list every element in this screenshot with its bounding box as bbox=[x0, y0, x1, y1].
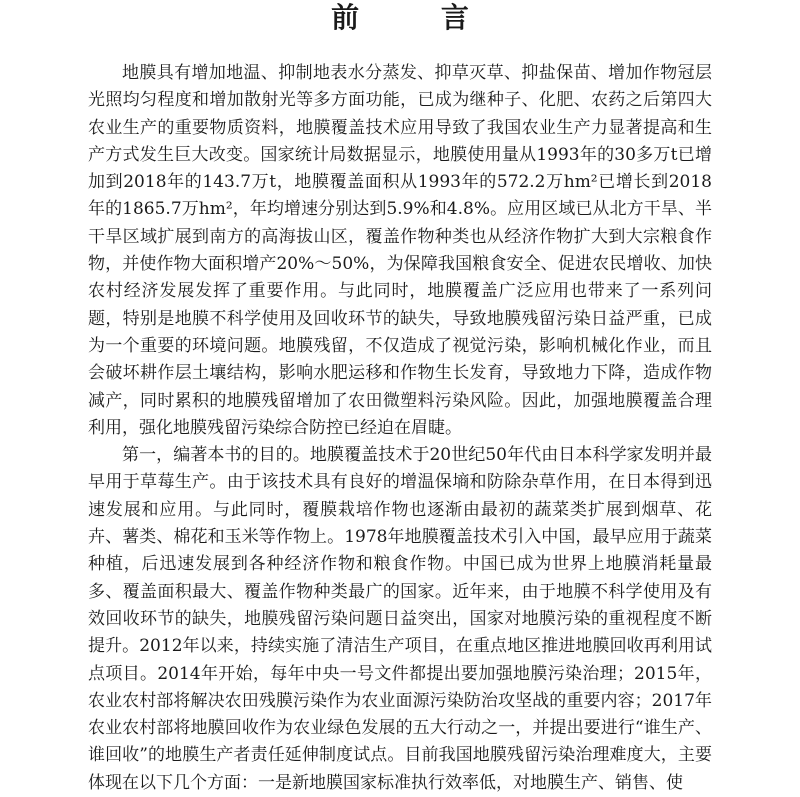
body-text bbox=[88, 60, 712, 797]
page-title: 前 言 bbox=[331, 1, 505, 34]
paragraph-1: 地膜具有增加地温、抑制地表水分蒸发、抑草灭草、抑盐保苗、增加作物冠层光照均匀程度和增加散射光等多方面功能，已成为继种子、化肥、农药之后第四大农业生产的重要物质资料，地膜覆盖技术应用导致了我国农业生产力显著提高和生产方式发生巨大改变。国家统计局数据显示，地膜使用量从1993年的30多万t已增加到2018年的143.7万t，地膜覆盖面积从1993年的572.2万hm²已增长到2018年的1865.7万hm²，年均增速分别达到5.9%和4.8%。应用区域已从北方干旱、半干旱区域扩展到南方的高海拔山区，覆盖作物种类也从经济作物扩大到大宗粮食作物，并使作物大面积增产20%～50%，为保障我国粮食安全、促进农民增收、加快农村经济发展发挥了重要作用。与此同时，地膜覆盖广泛应用也带来了一系列问题，特别是地膜不科学使用及回收环节的缺失，导致地膜残留污染日益严重，已成为一个重要的环境问题。地膜残留，不仅造成了视觉污染，影响机械化作业，而且会破坏耕作层土壤结构，影响水肥运移和作物生长发育，导致地力下降，造成作物减产，同时累积的地膜残留增加了农田微塑料污染风险。因此，加强地膜覆盖合理利用，强化地膜残留污染综合防控已经迫在眉睫。 bbox=[88, 63, 712, 438]
paragraph-2: 第一，编著本书的目的。地膜覆盖技术于20世纪50年代由日本科学家发明并最早用于草莓生产。由于该技术具有良好的增温保墒和防除杂草作用，在日本得到迅速发展和应用。与此同时，覆膜栽培作物也逐渐由最初的蔬菜类扩展到烟草、花卉、薯类、棉花和玉米等作物上。1978年地膜覆盖技术引入中国，最早应用于蔬菜种植，后迅速发展到各种经济作物和粮食作物。中国已成为世界上地膜消耗量最多、覆盖面积最大、覆盖作物种类最广的国家。近年来，由于地膜不科学使用及有效回收环节的缺失，地膜残留污染问题日益突出，国家对地膜污染的重视程度不断提升。2012年以来，持续实施了清洁生产项目，在重点地区推进地膜回收再利用试点项目。2014年开始，每年中央一号文件都提出要加强地膜污染治理；2015年，农业农村部将解决农田残膜污染作为农业面源污染防治攻坚战的重要内容；2017年农业农村部将地膜回收作为农业绿色发展的五大行动之一，并提出要进行“谁生产、谁回收”的地膜生产者责任延伸制度试点。目前我国地膜残留污染治理难度大，主要体现在以下几个方面：一是新地膜国家标准执行效率低，对地膜生产、销售、使 bbox=[88, 445, 712, 793]
